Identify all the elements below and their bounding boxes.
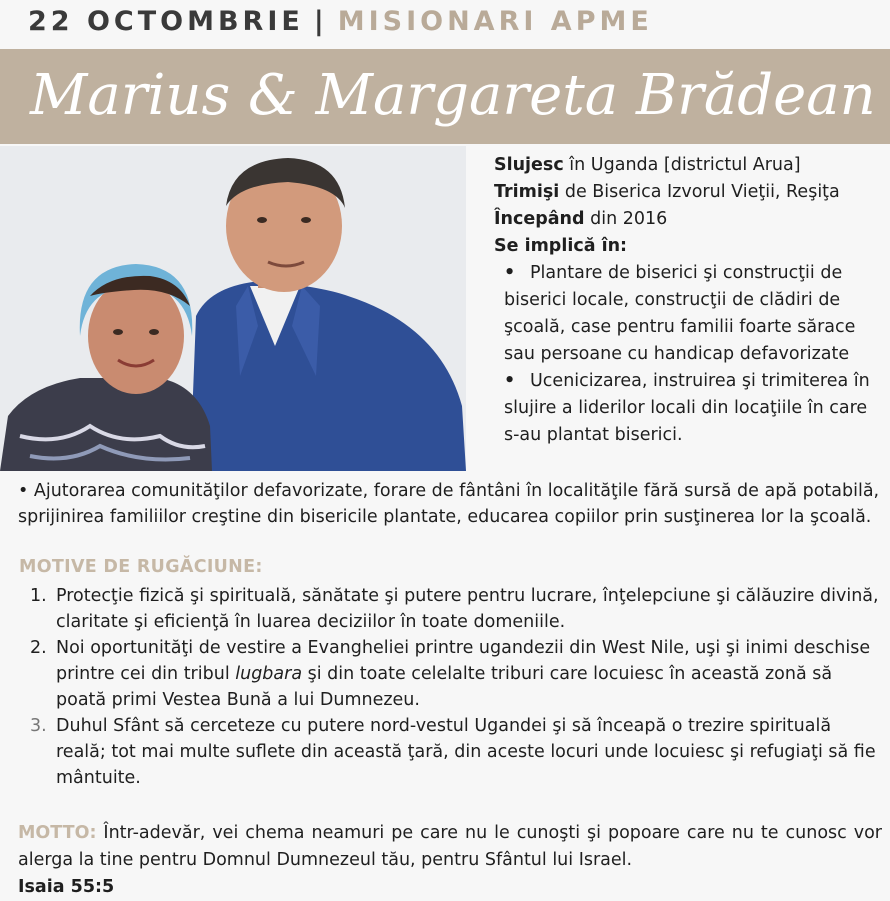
sent-line	[494, 179, 884, 206]
tribe-name: lugbara	[235, 664, 303, 684]
motto-label: MOTTO:	[18, 823, 97, 843]
prayer-text: Noi oportunităţi de vestire a Evangheliei printre ugandezii din West Nile, uşi şi inimi deschise printre cei din tribul	[56, 638, 871, 684]
bullet-text: Plantare de biserici şi construcţii de biserici locale, construcţii de clădiri de şcoală, case pentru familii foarte sărace sau persoane cu handicap defavorizate	[504, 263, 856, 364]
start-label: Începând	[494, 209, 585, 229]
prayer-item	[30, 635, 880, 713]
serve-label: Slujesc	[494, 155, 564, 175]
header-separator: |	[313, 6, 328, 37]
prayer-list	[30, 583, 880, 791]
serve-line	[494, 152, 884, 179]
bullet-icon: •	[504, 371, 516, 391]
mission-info	[494, 152, 884, 449]
prayer-text-continued: şi din toate celelalte triburi care locuiesc în această zonă să poată primi Vestea Bună a lui Dumnezeu.	[56, 664, 833, 710]
motto-reference: Isaia 55:5	[18, 877, 115, 897]
prayer-item	[30, 583, 880, 635]
involved-label: Se implică în:	[494, 236, 628, 256]
start-line	[494, 206, 884, 233]
bullet-icon: •	[504, 263, 516, 283]
serve-value: în Uganda [districtul Arua]	[563, 155, 801, 175]
prayer-number: 2.	[30, 638, 47, 658]
sent-value: de Biserica Izvorul Vieţii, Reşiţa	[559, 182, 840, 202]
sent-label: Trimişi	[494, 182, 560, 202]
motto-section	[18, 820, 882, 901]
motto-text: Într-adevăr, vei chema neamuri pe care nu le cunoşti şi popoare care nu te cunosc vor alerga la tine pentru Domnul Dumnezeul tău, pentru Sfântul lui Israel.	[18, 823, 882, 870]
missionary-couple-photo	[0, 146, 466, 471]
start-value: din 2016	[584, 209, 668, 229]
prayer-item	[30, 713, 880, 791]
photo-illustration	[0, 146, 466, 471]
involved-heading	[494, 233, 884, 260]
date-heading: 22 OCTOMBRIE	[28, 6, 304, 37]
bullet-text: Ucenicizarea, instruirea şi trimiterea în slujire a liderilor locali din locaţiile în care s-au plantat biserici.	[504, 371, 870, 445]
involvement-bullet	[494, 260, 884, 368]
prayer-number: 3.	[30, 716, 47, 736]
prayer-text: Protecţie fizică şi spirituală, sănătate şi putere pentru lucrare, înţelepciune şi călăuzire divină, claritate şi eficienţă în luarea deciziilor în toate domeniile.	[56, 586, 879, 632]
involvement-bullet	[494, 368, 884, 449]
missionary-names: Marius & Margareta Brădean	[30, 63, 876, 128]
page-header	[28, 6, 878, 46]
prayer-number: 1.	[30, 586, 47, 606]
names-banner	[0, 49, 890, 144]
community-paragraph: • Ajutorarea comunităţilor defavorizate, forare de fântâni în localităţile fără sursă de apă potabilă, sprijinirea familiilor creştine din bisericile plantate, educarea copiilor prin susţinerea lor la şcoală.	[18, 481, 880, 527]
prayer-text: Duhul Sfânt să cerceteze cu putere nord-vestul Ugandei şi să înceapă o trezire spirituală reală; tot mai multe suflete din această ţară, din aceste locuri unde locuiesc şi refugiaţi să fie mântuite.	[56, 716, 876, 788]
organization-heading: MISIONARI APME	[337, 6, 653, 37]
prayer-title: MOTIVE DE RUGĂCIUNE:	[19, 557, 263, 577]
